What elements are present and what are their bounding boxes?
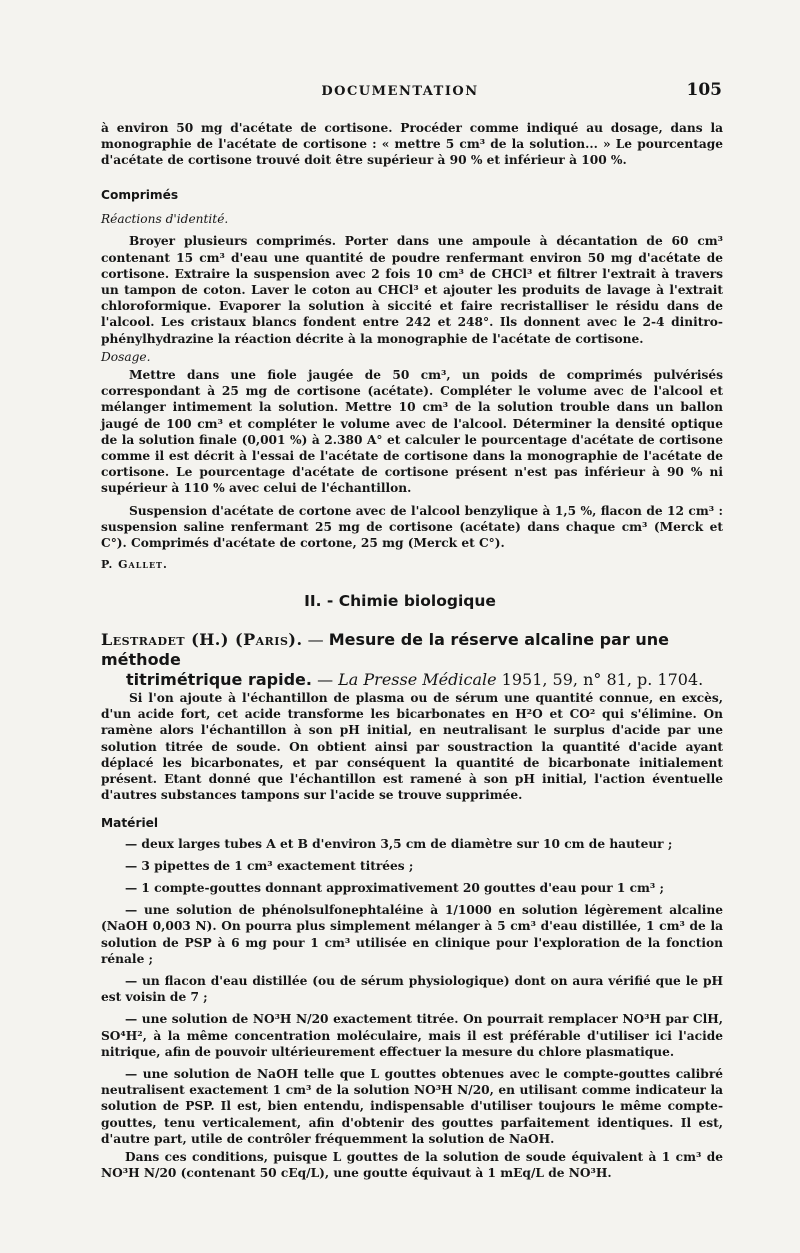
dosage-heading: Dosage. <box>101 349 151 364</box>
reactions-heading: Réactions d'identité. <box>101 212 229 227</box>
list-item: — une solution de phénolsulfonephtaléine à 1/1000 en solution légèrement alcaline (NaOH 0,003 N). On pourra plus simplement mélanger à 5 cm³ d'eau distillée, 1 cm³ de la solution de PSP à 6 mg pour 1 cm³ utilisée en clinique pour l'exploration de la fonction rénale ; <box>101 903 723 966</box>
intro-block <box>101 120 723 169</box>
abstract-paragraph: Si l'on ajoute à l'échantillon de plasma ou de sérum une quantité connue, en excès, d'un acide fort, cet acide transforme les bicarbonates en H²O et CO² qui s'élimine. On ramène alors l'échantillon à son pH initial, en neutralisant le surplus d'acide par une solution titrée de soude. On obtient ainsi par soustraction la quantité d'acide ayant déplacé les bicarbonates, et par conséquent la quantité de bicarbonate initialement présent. Etant donné que l'échantillon est ramené à son pH initial, l'action éventuelle d'autres substances tampons sur l'acide se trouve supprimée. <box>101 691 723 803</box>
materiel-list <box>101 836 723 1182</box>
reactions-paragraph: Broyer plusieurs comprimés. Porter dans une ampoule à décantation de 60 cm³ contenant 15 cm³ d'eau une quantité de poudre renfermant environ 50 mg d'acétate de cortisone. Extraire la suspension avec 2 fois 10 cm³ de CHCl³ et filtrer l'extrait à travers un tampon de coton. Laver le coton au CHCl³ et ajouter les produits de lavage à l'extrait chloroformique. Evaporer la solution à siccité et faire recristalliser le résidu dans de l'alcool. Les cristaux blancs fondent entre 242 et 248°. Ils donnent avec le 2-4 dinitro-phénylhydrazine la réaction décrite à la monographie de l'acétate de cortisone. <box>101 234 723 346</box>
list-item: — une solution de NaOH telle que L gouttes obtenues avec le compte-gouttes calibré neutralisent exactement 1 cm³ de la solution NO³H N/20, en utilisant comme indicateur la solution de PSP. Il est, bien entendu, indispensable d'utiliser toujours le même compte-gouttes, tenu verticalement, afin d'obtenir des gouttes parfaitement identiques. Il est, d'autre part, utile de contrôler fréquemment la solution de NaOH. <box>101 1067 723 1146</box>
journal-name: La Presse Médicale <box>338 670 497 689</box>
article-author: Lestradet (H.) (Paris). <box>101 630 303 649</box>
intro-paragraph: à environ 50 mg d'acétate de cortisone. Procéder comme indiqué au dosage, dans la monographie de l'acétate de cortisone : « mettre 5 cm³ de la solution... » Le pourcentage d'acétate de cortisone trouvé doit être supérieur à 90 % et inférieur à 100 %. <box>101 121 723 168</box>
running-title: DOCUMENTATION <box>321 84 479 99</box>
journal-reference: 1951, 59, n° 81, p. 1704. <box>496 670 704 689</box>
signature: P. Gallet. <box>101 558 168 572</box>
list-item: — un flacon d'eau distillée (ou de sérum physiologique) dont on aura vérifié que le pH est voisin de 7 ; <box>101 974 723 1005</box>
suspension-paragraph: Suspension d'acétate de cortone avec de l'alcool benzylique à 1,5 %, flacon de 12 cm³ : suspension saline renfermant 25 mg de cortisone (acétate) dans chaque cm³ (Merck et C°). Comprimés d'acétate de cortone, 25 mg (Merck et C°). <box>101 503 723 551</box>
title-line-1: Mesure de la réserve alcaline par une méthode <box>101 630 669 669</box>
page-header <box>0 80 800 104</box>
article-title <box>101 630 731 690</box>
dosage-paragraph: Mettre dans une fiole jaugée de 50 cm³, un poids de comprimés pulvérisés correspondant à 25 mg de cortisone (acétate). Compléter le volume avec de l'alcool et mélanger intimement la solution. Mettre 10 cm³ de la solution trouble dans un ballon jaugé de 100 cm³ et compléter le volume avec de l'alcool. Déterminer la densité optique de la solution finale (0,001 %) à 2.380 A° et calculer le pourcentage d'acétate de cortisone comme il est décrit à l'essai de l'acétate de cortisone dans la monographie de l'acétate de cortisone. Le pourcentage d'acétate de cortisone présent n'est pas inférieur à 90 % ni supérieur à 110 % avec celui de l'échantillon. <box>101 368 723 496</box>
materiel-heading: Matériel <box>101 816 159 831</box>
list-item: — 3 pipettes de 1 cm³ exactement titrées ; <box>125 858 414 873</box>
article-body <box>101 690 723 1181</box>
page-number: 105 <box>686 80 722 100</box>
title-dash-2: — <box>311 670 339 689</box>
list-item: — une solution de NO³H N/20 exactement titrée. On pourrait remplacer NO³H par ClH, SO⁴H², à la même concentration moléculaire, mais il est préférable d'utiliser ici l'acide nitrique, afin de pouvoir ultérieurement effectuer la mesure du chlore plasmatique. <box>101 1012 723 1059</box>
comprimes-block <box>101 187 723 573</box>
list-item: — deux larges tubes A et B d'environ 3,5 cm de diamètre sur 10 cm de hauteur ; <box>125 836 673 851</box>
title-dash: — <box>302 630 329 649</box>
title-line-2: titrimétrique rapide. <box>126 670 312 689</box>
list-item: Dans ces conditions, puisque L gouttes de la solution de soude équivalent à 1 cm³ de NO³H N/20 (contenant 50 cEq/L), une goutte équivaut à 1 mEq/L de NO³H. <box>101 1150 723 1181</box>
comprimes-heading: Comprimés <box>101 188 179 202</box>
list-item: — 1 compte-gouttes donnant approximativement 20 gouttes d'eau pour 1 cm³ ; <box>125 881 664 896</box>
section-heading: II. - Chimie biologique <box>304 592 496 610</box>
